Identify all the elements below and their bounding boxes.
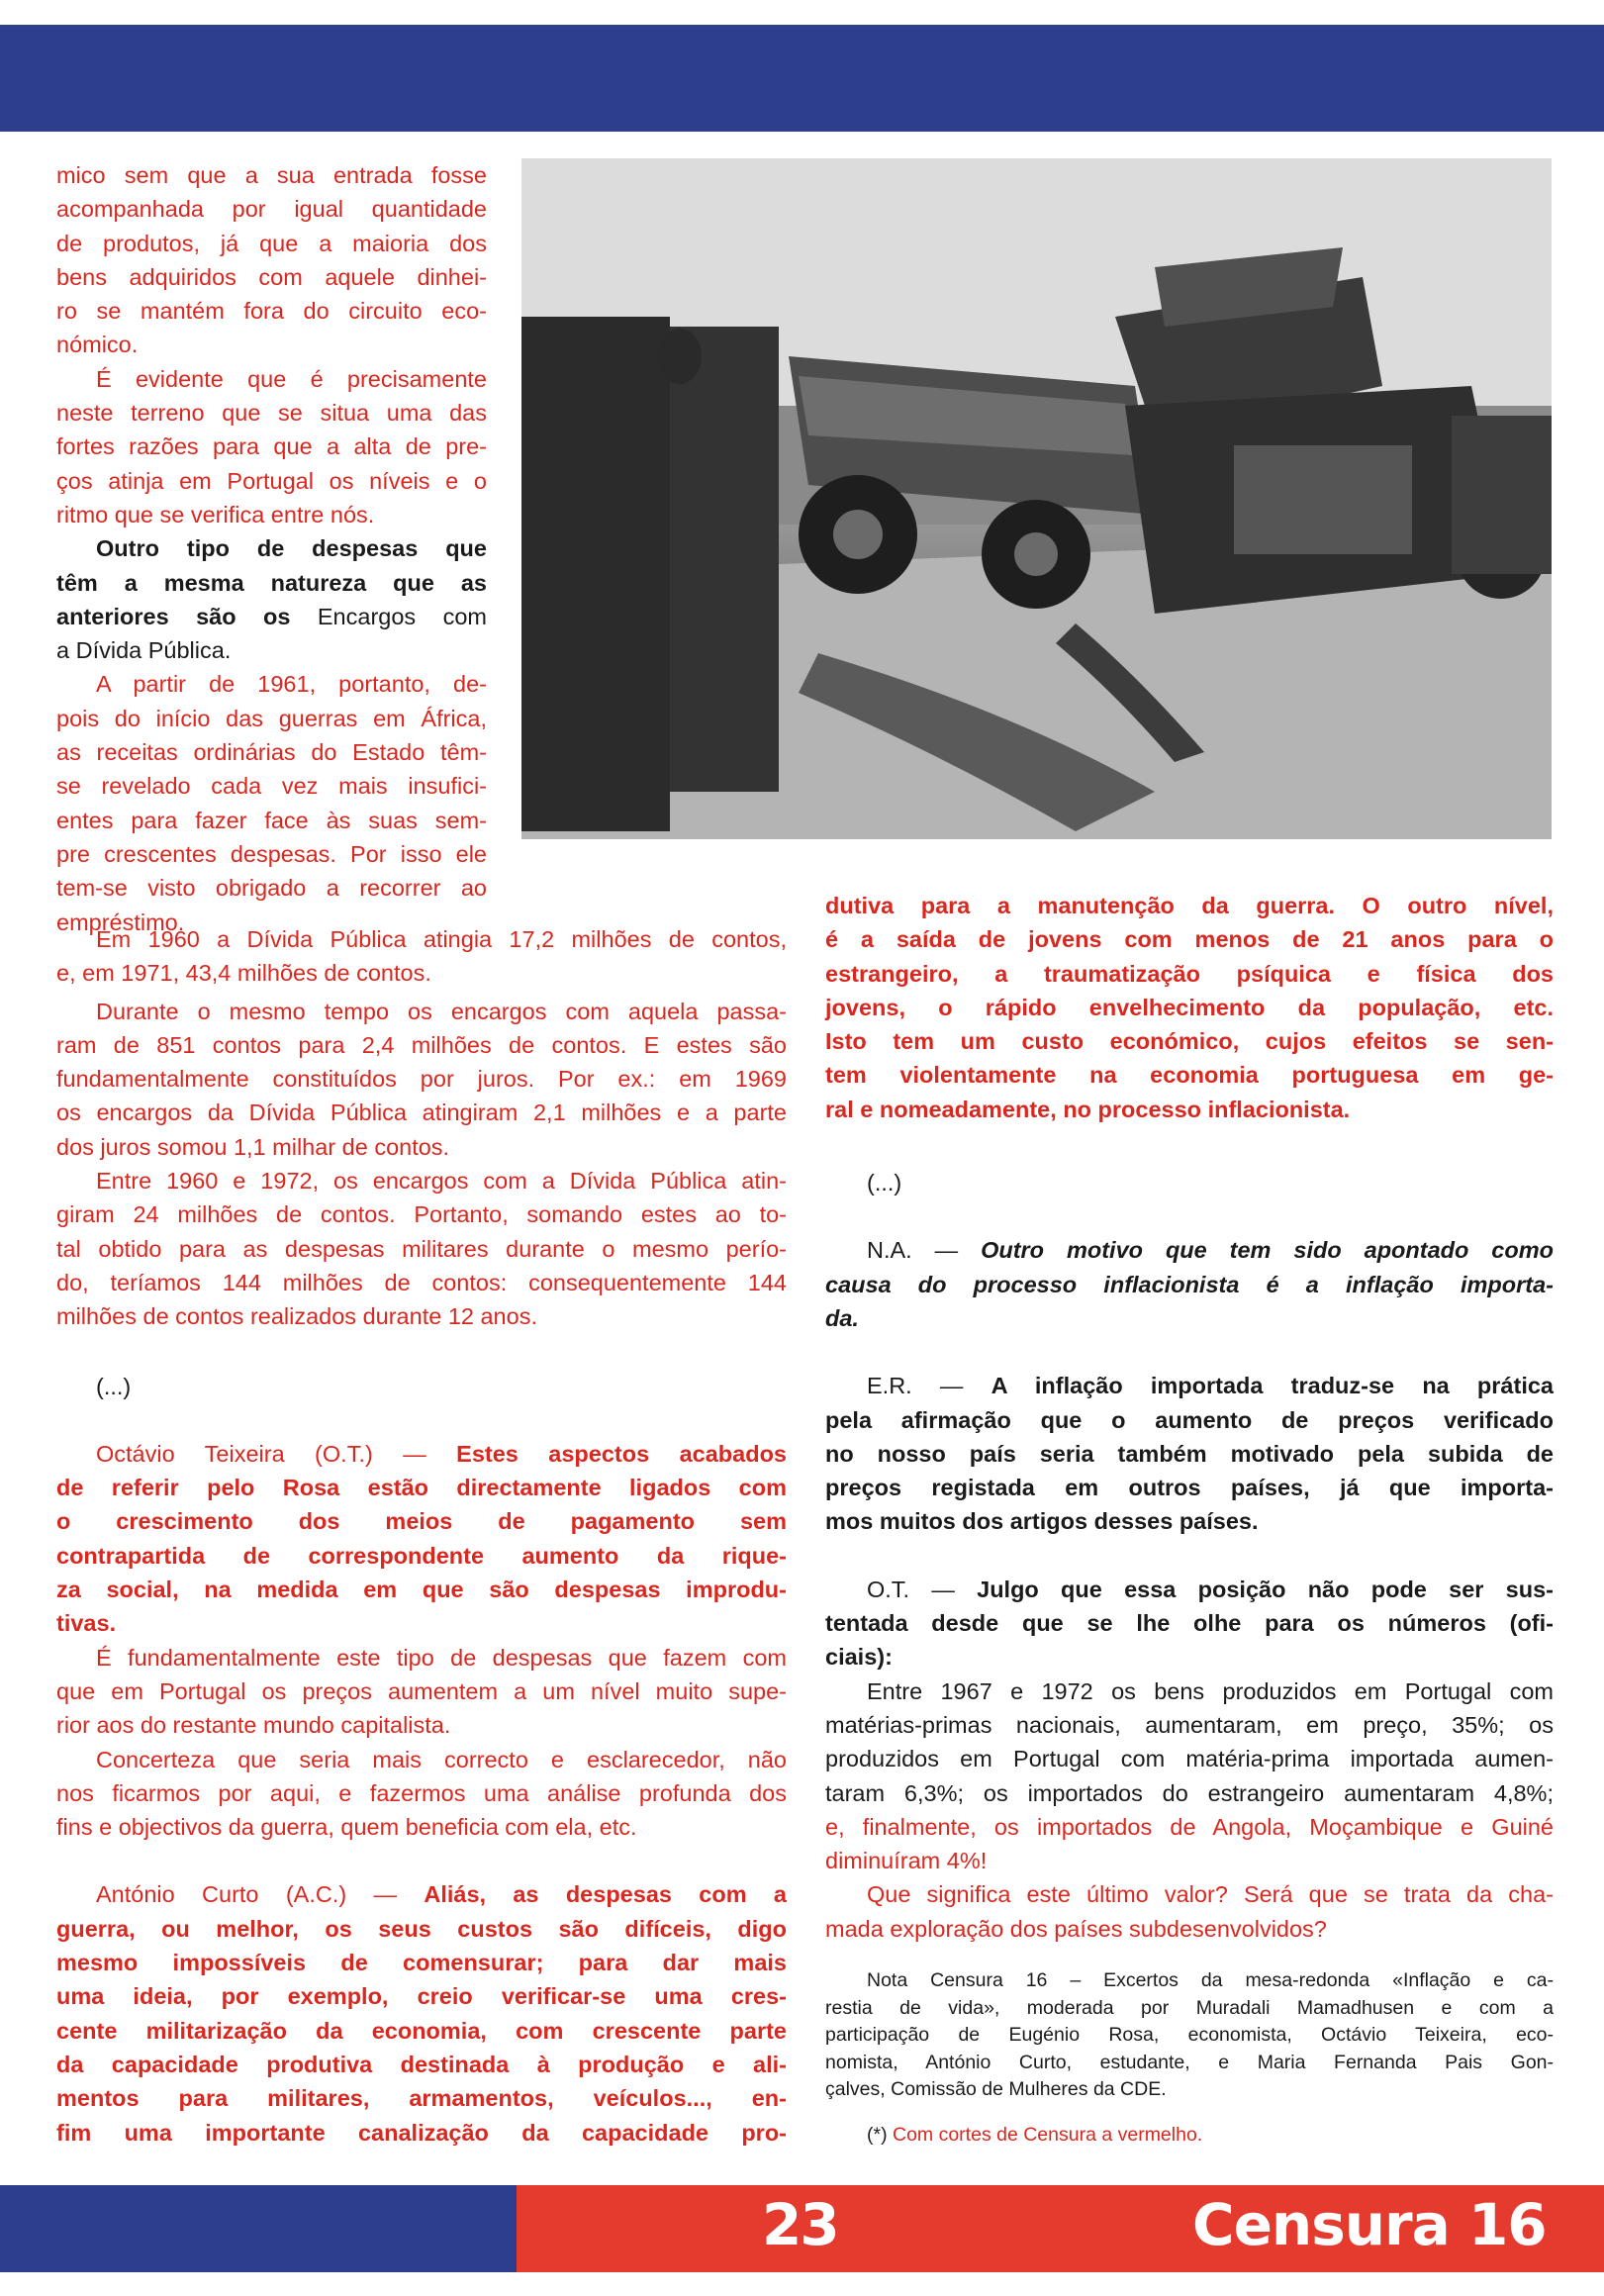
- paragraph: [56, 1164, 787, 1333]
- issue-title: Censura 16: [1192, 2191, 1547, 2258]
- left-narrow-text-block: [56, 158, 487, 939]
- text-line: fins e objectivos da guerra, quem beneficia com ela, etc.: [56, 1814, 637, 1841]
- paragraph: [56, 158, 487, 362]
- text-line: matérias-primas nacionais, aumentaram, em preço, 35%; os: [825, 1711, 1554, 1738]
- text-line: nómico.: [56, 332, 139, 358]
- text-line: A partir de 1961, portanto, de-: [96, 671, 487, 698]
- text-line: da.: [825, 1304, 859, 1331]
- text-line: da capacidade produtiva destinada à produção e ali-: [56, 2051, 787, 2077]
- text-line: produzidos em Portugal com matéria-prima importada aumen-: [825, 1746, 1554, 1772]
- text-line: mada exploração dos países subdesenvolvidos?: [825, 1915, 1327, 1942]
- text-line: milhões de contos realizados durante 12 anos.: [56, 1303, 537, 1330]
- text-line: Nota Censura 16 – Excertos da mesa-redonda «Inflação e ca-: [867, 1969, 1554, 1992]
- text-line: no nosso país seria também motivado pela subida de: [825, 1440, 1554, 1467]
- text-line: ram de 851 contos para 2,4 milhões de contos. E estes são: [56, 1031, 787, 1058]
- text-line: çalves, Comissão de Mulheres da CDE.: [825, 2078, 1167, 2101]
- text-line: bens adquiridos com aquele dinhei-: [56, 263, 487, 290]
- text-line: Concerteza que seria mais correcto e esclarecedor, não: [96, 1746, 787, 1772]
- text-line: [56, 1877, 787, 1911]
- speaker-name: E.R. —: [867, 1373, 991, 1399]
- text-line: za social, na medida em que são despesas improdu-: [56, 1577, 787, 1603]
- text-line: fortes razões para que a alta de pre-: [56, 433, 487, 460]
- text-line: mos muitos dos artigos desses países.: [825, 1508, 1259, 1535]
- footer-band: [0, 2185, 1604, 2272]
- photo-destroyed-truck: [521, 158, 1552, 839]
- text-line: ritmo que se verifica entre nós.: [56, 501, 375, 527]
- paragraph: [56, 1743, 787, 1845]
- text-line: restia de vida», moderada por Muradali Mamadhusen e com a: [825, 1996, 1554, 2019]
- bold-run: Estes aspectos acabados: [456, 1440, 787, 1467]
- ellipsis: (...): [96, 1373, 132, 1399]
- text-line: e, finalmente, os importados de Angola, Moçambique e Guiné: [825, 1813, 1554, 1840]
- right-text-column: [825, 889, 1554, 2149]
- text-line: tem-se visto obrigado a recorrer ao: [56, 875, 487, 902]
- text-line: tentada desde que se lhe olhe para os números (ofi-: [825, 1610, 1554, 1637]
- italic-run: Outro motivo que tem sido apontado como: [981, 1237, 1554, 1264]
- text-line: estrangeiro, a traumatização psíquica e física dos: [825, 960, 1554, 987]
- text-line: ro se mantém fora do circuito eco-: [56, 298, 487, 325]
- text-line: Durante o mesmo tempo os encargos com aquela passa-: [96, 998, 787, 1024]
- text-line: Outro tipo de despesas que: [96, 535, 487, 562]
- text-line: guerra, ou melhor, os seus custos são difíceis, digo: [56, 1915, 787, 1942]
- text-line: pois do início das guerras em África,: [56, 705, 487, 731]
- text-line: É fundamentalmente este tipo de despesas que fazem com: [96, 1644, 787, 1671]
- bold-run: Aliás, as despesas com a: [424, 1881, 787, 1908]
- text-line: ciais):: [825, 1644, 893, 1671]
- footnote-mark: (*): [867, 2123, 893, 2146]
- text-line: ços atinja em Portugal os níveis e o: [56, 467, 487, 494]
- bold-run: A inflação importada traduz-se na prática: [991, 1373, 1554, 1399]
- text-line: o crescimento dos meios de pagamento sem: [56, 1508, 787, 1535]
- text-line: empréstimo.: [56, 909, 185, 935]
- footer-blue-segment: [0, 2185, 517, 2272]
- speaker-name: Octávio Teixeira (O.T.): [96, 1440, 373, 1467]
- paragraph: [56, 995, 787, 1164]
- text-line: tem violentamente na economia portuguesa em ge-: [825, 1062, 1554, 1089]
- paragraph: [56, 1641, 787, 1743]
- text-line: de referir pelo Rosa estão directamente ligados com: [56, 1475, 787, 1501]
- text-line: [56, 600, 487, 633]
- text-line: [825, 1233, 1554, 1267]
- text-line: rior aos do restante mundo capitalista.: [56, 1712, 451, 1739]
- text-run: Encargos com: [290, 603, 487, 629]
- censorship-note: [825, 1967, 1554, 2104]
- text-line: mico sem que a sua entrada fosse: [56, 162, 487, 188]
- text-line: cente militarização da economia, com crescente parte: [56, 2017, 787, 2044]
- text-line: fim uma importante canalização da capacidade pro-: [56, 2119, 787, 2146]
- text-line: uma ideia, por exemplo, creio verificar-se uma cres-: [56, 1983, 787, 2010]
- paragraph: [56, 531, 487, 667]
- speaker-name: N.A. —: [867, 1237, 982, 1264]
- footnote: [825, 2122, 1554, 2150]
- text-line: mesmo impossíveis de comensurar; para dar mais: [56, 1950, 787, 1976]
- paragraph-ot: [56, 1437, 787, 1641]
- text-line: tal obtido para as despesas militares durante o mesmo perío-: [56, 1235, 787, 1262]
- text-line: Que significa este último valor? Será que se trata da cha-: [867, 1881, 1554, 1908]
- text-line: [825, 1573, 1554, 1606]
- text-run: —: [346, 1881, 425, 1908]
- paragraph: [825, 889, 1554, 1126]
- truck-illustration: [521, 158, 1552, 839]
- text-line: acompanhada por igual quantidade: [56, 196, 487, 223]
- text-line: contrapartida de correspondente aumento da rique-: [56, 1542, 787, 1569]
- paragraph: [56, 667, 487, 938]
- text-line: Entre 1960 e 1972, os encargos com a Dívida Pública atin-: [96, 1168, 787, 1195]
- text-line: a Dívida Pública.: [56, 637, 232, 664]
- text-line: [56, 1437, 787, 1471]
- text-line: de produtos, já que a maioria dos: [56, 230, 487, 256]
- text-line: causa do processo inflacionista é a inflação importa-: [825, 1271, 1554, 1297]
- text-line: É evidente que é precisamente: [96, 365, 487, 392]
- text-line: se revelado cada vez mais insufici-: [56, 773, 487, 800]
- text-line: tivas.: [56, 1610, 117, 1637]
- text-line: fundamentalmente constituídos por juros. Por ex.: em 1969: [56, 1066, 787, 1093]
- speaker-name: O.T. —: [867, 1576, 978, 1602]
- text-line: as receitas ordinárias do Estado têm-: [56, 739, 487, 766]
- text-line: dutiva para a manutenção da guerra. O outro nível,: [825, 893, 1554, 918]
- text-line: entes para fazer face às suas sem-: [56, 807, 487, 833]
- text-line: os encargos da Dívida Pública atingiram 2,1 milhões e a parte: [56, 1100, 787, 1126]
- paragraph: [825, 1674, 1554, 1878]
- text-run: —: [372, 1440, 457, 1467]
- text-line: Em 1960 a Dívida Pública atingia 17,2 milhões de contos,: [96, 926, 787, 952]
- paragraph-na: [825, 1233, 1554, 1335]
- text-line: preços registada em outros países, já que importa-: [825, 1475, 1554, 1501]
- text-line: neste terreno que se situa uma das: [56, 400, 487, 427]
- text-line: nos ficarmos por aqui, e fazermos uma análise profunda dos: [56, 1779, 787, 1806]
- top-color-band: [0, 25, 1604, 132]
- text-line: taram 6,3%; os importados do estrangeiro aumentaram 4,8%;: [825, 1779, 1554, 1806]
- text-line: ral e nomeadamente, no processo inflacionista.: [825, 1096, 1351, 1122]
- text-line: do, teríamos 144 milhões de contos: consequentemente 144: [56, 1269, 787, 1295]
- text-line: Isto tem um custo económico, cujos efeitos se sen-: [825, 1028, 1554, 1055]
- paragraph: [56, 362, 487, 531]
- bold-run: Julgo que essa posição não pode ser sus-: [977, 1576, 1554, 1602]
- text-line: mentos para militares, armamentos, veículos..., en-: [56, 2085, 787, 2112]
- page-number: 23: [762, 2191, 838, 2258]
- text-line: pre crescentes despesas. Por isso ele: [56, 840, 487, 867]
- text-line: dos juros somou 1,1 milhar de contos.: [56, 1133, 450, 1160]
- text-line: que em Portugal os preços aumentem a um nível muito supe-: [56, 1677, 787, 1704]
- text-line: jovens, o rápido envelhecimento da população, etc.: [825, 994, 1554, 1020]
- text-line: diminuíram 4%!: [825, 1848, 988, 1874]
- text-line: e, em 1971, 43,4 milhões de contos.: [56, 960, 431, 987]
- text-line: participação de Eugénio Rosa, economista, Octávio Teixeira, eco-: [825, 2024, 1554, 2047]
- text-line: é a saída de jovens com menos de 21 anos para o: [825, 926, 1554, 953]
- footnote-text: Com cortes de Censura a vermelho.: [893, 2123, 1203, 2146]
- text-line: [825, 1369, 1554, 1402]
- speaker-name: António Curto (A.C.): [96, 1881, 347, 1908]
- text-line: têm a mesma natureza que as: [56, 569, 487, 596]
- paragraph: [825, 1877, 1554, 1946]
- text-line: Entre 1967 e 1972 os bens produzidos em Portugal com: [867, 1677, 1554, 1704]
- bold-run: anteriores são os: [56, 603, 291, 629]
- paragraph-ot: [825, 1573, 1554, 1674]
- left-wide-text-block: [56, 922, 787, 2150]
- text-line: giram 24 milhões de contos. Portanto, somando estes ao to-: [56, 1201, 787, 1228]
- text-line: pela afirmação que o aumento de preços verificado: [825, 1406, 1554, 1433]
- paragraph: [56, 922, 787, 991]
- paragraph-er: [825, 1369, 1554, 1538]
- paragraph-ac: [56, 1877, 787, 2149]
- ellipsis: (...): [867, 1170, 902, 1196]
- text-line: nomista, António Curto, estudante, e Maria Fernanda Pais Gon-: [825, 2051, 1554, 2073]
